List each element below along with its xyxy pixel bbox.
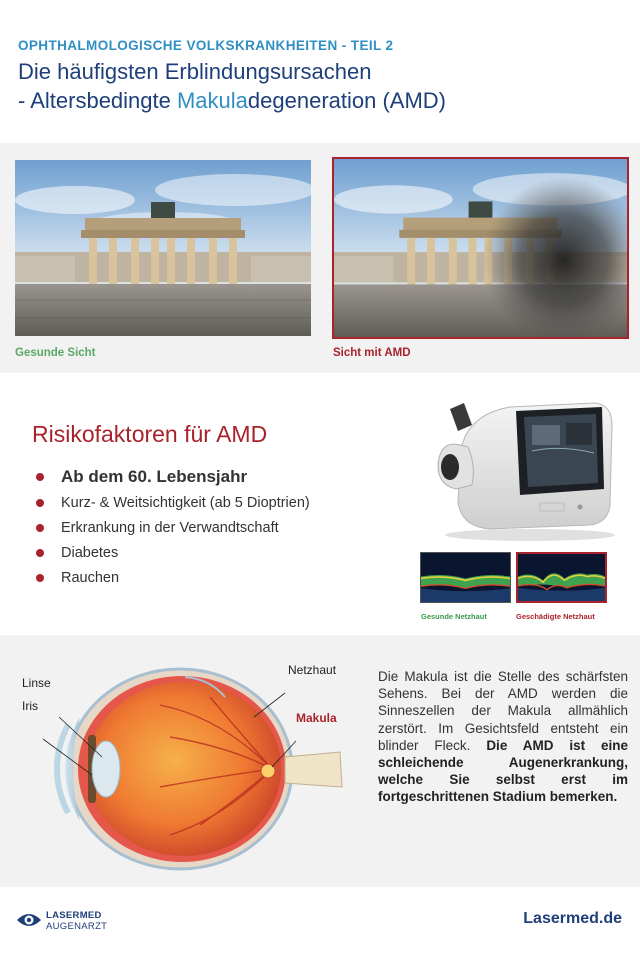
brandenburg-gate-amd-image [334, 159, 627, 337]
risk-factors-title: Risikofaktoren für AMD [32, 421, 268, 447]
amd-description-bold: Die AMD ist eine schleichende Augenerkrankung, welche Sie selbst erst im fortgeschrittenen Stadium bemerken. [378, 737, 628, 805]
brandenburg-gate-image [15, 160, 311, 336]
title-suffix: degeneration (AMD) [247, 88, 447, 113]
list-item: Diabetes [36, 543, 310, 568]
healthy-vision-photo [15, 160, 311, 336]
amd-vision-photo [332, 157, 629, 339]
list-item: Erkrankung in der Verwandtschaft [36, 518, 310, 543]
amd-vision-caption: Sicht mit AMD [333, 347, 411, 359]
bullet-icon [36, 549, 44, 557]
list-item: Kurz- & Weitsichtigkeit (ab 5 Dioptrien) [36, 493, 310, 518]
damaged-retina-scan [516, 552, 607, 603]
series-kicker: OPHTHALMOLOGISCHE VOLKSKRANKHEITEN - TEIL 2 [18, 38, 394, 53]
netzhaut-label: Netzhaut [288, 663, 337, 677]
header [0, 0, 640, 143]
list-item: Ab dem 60. Lebensjahr [36, 465, 310, 493]
healthy-retina-oct-image [421, 553, 510, 602]
bullet-icon [36, 499, 44, 507]
risk-factors-section [0, 373, 640, 635]
linse-label: Linse [22, 676, 51, 690]
iris-label: Iris [22, 699, 38, 713]
damaged-retina-caption: Geschädigte Netzhaut [516, 612, 595, 621]
eye-cross-section-illustration [10, 657, 360, 875]
eye-logo-icon [16, 909, 42, 931]
bullet-icon [36, 473, 44, 481]
amd-description [378, 668, 628, 806]
healthy-vision-caption: Gesunde Sicht [15, 347, 96, 359]
logo-wordmark-bottom: AUGENARZT [46, 921, 108, 932]
oct-device-image [420, 385, 620, 545]
bullet-icon [36, 574, 44, 582]
page-title-line1: Die häufigsten Erblindungsursachen [18, 59, 372, 84]
footer [0, 887, 640, 960]
logo-wordmark-top: LASERMED [46, 910, 102, 921]
damaged-retina-oct-image [518, 554, 605, 601]
website-link[interactable]: Lasermed.de [523, 910, 622, 927]
vision-comparison [0, 143, 640, 373]
risk-factors-list [36, 465, 310, 593]
bullet-icon [36, 524, 44, 532]
lasermed-logo [16, 909, 126, 935]
healthy-retina-caption: Gesunde Netzhaut [421, 612, 487, 621]
eye-anatomy-section [0, 635, 640, 887]
list-item: Rauchen [36, 568, 310, 593]
makula-label: Makula [296, 711, 337, 725]
title-prefix: - Altersbedingte [18, 88, 177, 113]
title-highlight: Makula [176, 88, 248, 113]
amd-description-regular: Die Makula ist die Stelle des schärfsten Sehens. Bei der AMD werden die Sinneszellen der Makula allmählich zerstört. Im Gesichtsfeld entsteht ein blinder Fleck. [378, 669, 628, 753]
page-title-line2 [18, 88, 446, 114]
healthy-retina-scan [420, 552, 511, 603]
